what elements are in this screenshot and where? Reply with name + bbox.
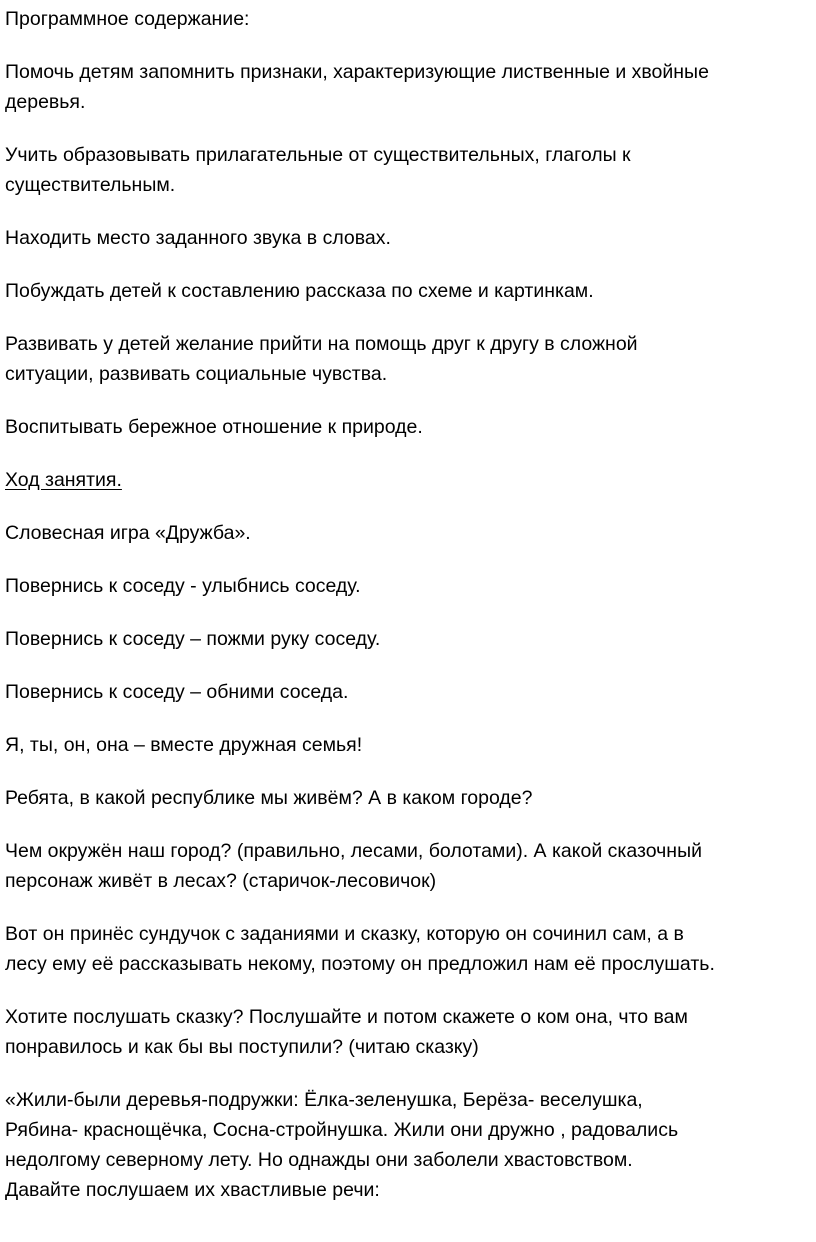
- paragraph-goal-story: [5, 276, 808, 306]
- text-line: недолгому северному лету. Но однажды они заболели хвастовством.: [5, 1149, 633, 1171]
- text-line: Ход занятия.: [5, 469, 122, 491]
- paragraph-question-city: [5, 836, 808, 896]
- paragraph-goal-trees: [5, 57, 808, 117]
- text-line: Побуждать детей к составлению рассказа по схеме и картинкам.: [5, 280, 594, 302]
- paragraph-program-heading: [5, 4, 808, 34]
- text-line: Учить образовывать прилагательные от существительных, глаголы к: [5, 144, 631, 166]
- paragraph-game-line-4: [5, 730, 808, 760]
- text-line: Словесная игра «Дружба».: [5, 522, 251, 544]
- paragraph-game-line-1: [5, 571, 808, 601]
- paragraph-goal-adjectives: [5, 140, 808, 200]
- text-line: ситуации, развивать социальные чувства.: [5, 363, 388, 385]
- paragraph-listen-invite: [5, 1002, 808, 1062]
- text-line: Развивать у детей желание прийти на помощь друг к другу в сложной: [5, 333, 638, 355]
- text-line: Повернись к соседу – обними соседа.: [5, 681, 349, 703]
- paragraph-game-line-3: [5, 677, 808, 707]
- text-line: деревья.: [5, 91, 86, 113]
- text-line: лесу ему её рассказывать некому, поэтому он предложил нам её прослушать.: [5, 953, 715, 975]
- paragraph-game-line-2: [5, 624, 808, 654]
- text-line: Хотите послушать сказку? Послушайте и потом скажете о ком она, что вам: [5, 1006, 688, 1028]
- text-line: Программное содержание:: [5, 8, 250, 30]
- text-line: Давайте послушаем их хвастливые речи:: [5, 1179, 380, 1201]
- text-line: персонаж живёт в лесах? (старичок-лесовичок): [5, 870, 437, 892]
- text-line: «Жили-были деревья-подружки: Ёлка-зеленушка, Берёза- веселушка,: [5, 1089, 643, 1111]
- paragraph-goal-nature: [5, 412, 808, 442]
- text-line: Вот он принёс сундучок с заданиями и сказку, которую он сочинил сам, а в: [5, 923, 684, 945]
- text-line: Я, ты, он, она – вместе дружная семья!: [5, 734, 363, 756]
- text-line: существительным.: [5, 174, 176, 196]
- paragraph-goal-sound: [5, 223, 808, 253]
- text-line: Помочь детям запомнить признаки, характеризующие лиственные и хвойные: [5, 61, 709, 83]
- text-line: Находить место заданного звука в словах.: [5, 227, 391, 249]
- text-line: Воспитывать бережное отношение к природе.: [5, 416, 423, 438]
- text-line: Рябина- краснощёчка, Сосна-стройнушка. Жили они дружно , радовались: [5, 1119, 679, 1141]
- paragraph-goal-help: [5, 329, 808, 389]
- text-line: Чем окружён наш город? (правильно, лесами, болотами). А какой сказочный: [5, 840, 702, 862]
- paragraph-question-republic: [5, 783, 808, 813]
- text-line: Повернись к соседу - улыбнись соседу.: [5, 575, 361, 597]
- text-line: понравилось и как бы вы поступили? (читаю сказку): [5, 1036, 479, 1058]
- section-heading-lesson-flow: [5, 465, 808, 495]
- paragraph-fairy-tale: [5, 1085, 808, 1205]
- text-line: Повернись к соседу – пожми руку соседу.: [5, 628, 381, 650]
- text-line: Ребята, в какой республике мы живём? А в каком городе?: [5, 787, 533, 809]
- paragraph-game-title: [5, 518, 808, 548]
- paragraph-chest: [5, 919, 808, 979]
